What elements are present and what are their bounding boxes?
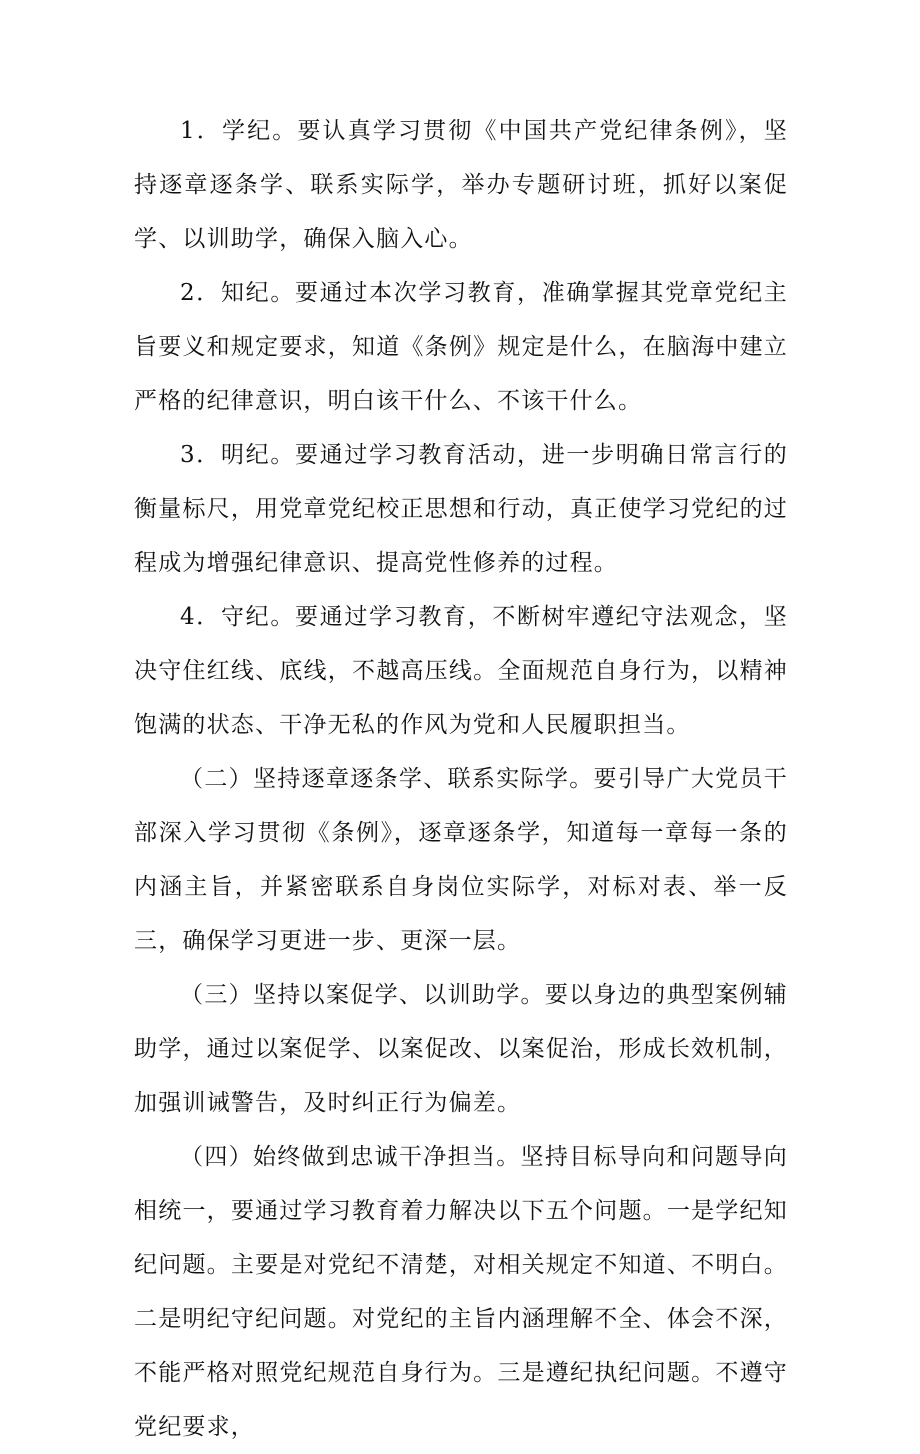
document-body: [134, 104, 788, 1454]
paragraph-understand-discipline: 3．明纪。要通过学习教育活动，进一步明确日常言行的衡量标尺，用党章党纪校正思想和行动，真正使学习党纪的过程成为增强纪律意识、提高党性修养的过程。: [134, 442, 788, 576]
paragraph-section-four: （四）始终做到忠诚干净担当。坚持目标导向和问题导向相统一，要通过学习教育着力解决以下五个问题。一是学纪知纪问题。主要是对党纪不清楚，对相关规定不知道、不明白。二是明纪守纪问题。对党纪的主旨内涵理解不全、体会不深，不能严格对照党纪规范自身行为。三是遵纪执纪问题。不遵守党纪要求，: [134, 1144, 788, 1440]
paragraph-know-discipline: 2．知纪。要通过本次学习教育，准确掌握其党章党纪主旨要义和规定要求，知道《条例》规定是什么，在脑海中建立严格的纪律意识，明白该干什么、不该干什么。: [134, 280, 788, 414]
paragraph-study-discipline: 1．学纪。要认真学习贯彻《中国共产党纪律条例》，坚持逐章逐条学、联系实际学，举办专题研讨班，抓好以案促学、以训助学，确保入脑入心。: [134, 118, 788, 252]
paragraph-section-two: （二）坚持逐章逐条学、联系实际学。要引导广大党员干部深入学习贯彻《条例》，逐章逐条学，知道每一章每一条的内涵主旨，并紧密联系自身岗位实际学，对标对表、举一反三，确保学习更进一步、更深一层。: [134, 766, 788, 954]
paragraph-keep-discipline: 4．守纪。要通过学习教育，不断树牢遵纪守法观念，坚决守住红线、底线，不越高压线。全面规范自身行为，以精神饱满的状态、干净无私的作风为党和人民履职担当。: [134, 604, 788, 738]
paragraph-section-three: （三）坚持以案促学、以训助学。要以身边的典型案例辅助学，通过以案促学、以案促改、以案促治，形成长效机制，加强训诫警告，及时纠正行为偏差。: [134, 982, 788, 1116]
